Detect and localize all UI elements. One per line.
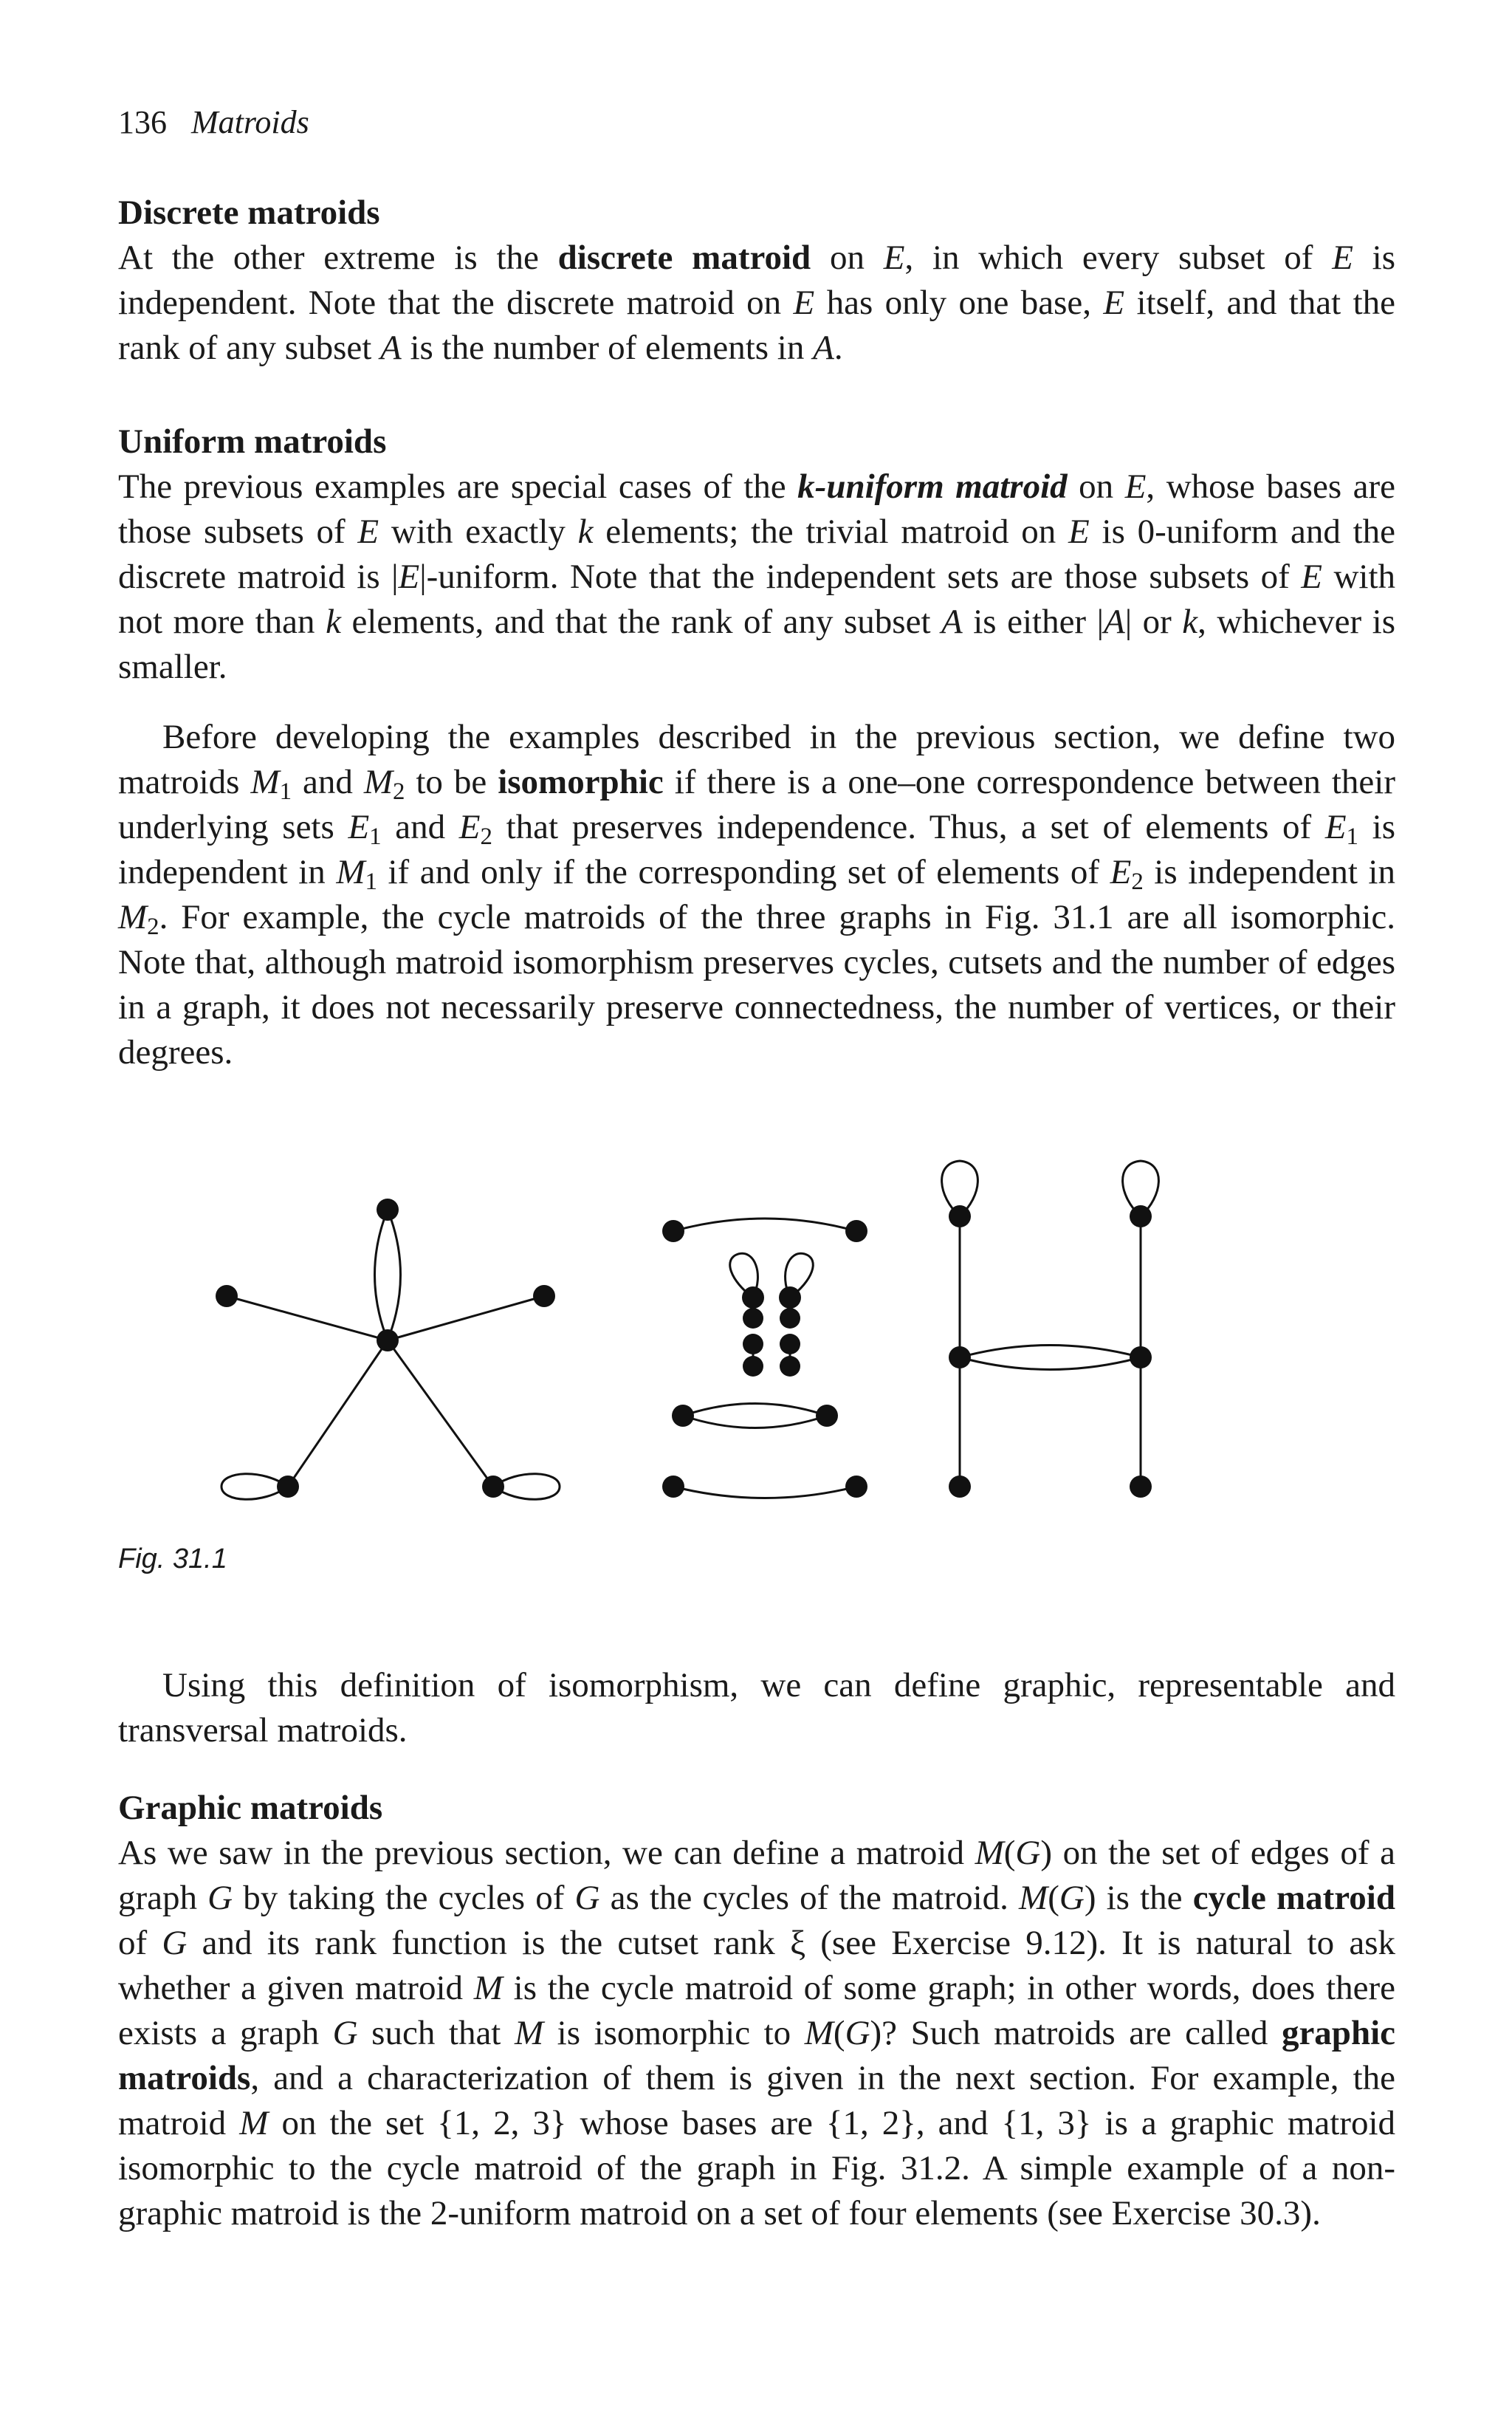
graph-star-vertices: [216, 1199, 555, 1498]
vertex: [743, 1356, 763, 1377]
vertex: [277, 1476, 299, 1498]
edge: [673, 1487, 856, 1498]
paragraph-uniform: The previous examples are special cases of the k-uniform matroid on E, whose bases are those subsets of E with exactly k elements; the trivial matroid on E is 0-uniform and the discrete matroid is |E|-uniform. Note that the independent sets are those subsets of E with not more than k elements, and that the rank of any subset A is either |A| or k, whichever is smaller.: [118, 467, 1396, 686]
heading-uniform-matroids: Uniform matroids: [118, 422, 387, 461]
multi-edge: [388, 1210, 401, 1340]
multi-edge: [683, 1404, 827, 1416]
vertex: [780, 1356, 800, 1377]
vertex: [482, 1476, 504, 1498]
vertex: [533, 1285, 555, 1307]
vertex: [845, 1476, 867, 1498]
graph-h: [942, 1161, 1159, 1487]
vertex: [780, 1308, 800, 1329]
vertex: [377, 1329, 399, 1351]
graph-star: [221, 1210, 560, 1499]
edge: [288, 1340, 388, 1487]
vertex: [672, 1405, 694, 1427]
edge: [673, 1219, 856, 1231]
running-title: Matroids: [191, 104, 309, 140]
edge: [388, 1296, 544, 1340]
vertex: [662, 1220, 684, 1242]
graph-components-vertices: [662, 1220, 867, 1498]
edge: [227, 1296, 388, 1340]
graph-h-vertices: [949, 1205, 1152, 1498]
multi-edge: [683, 1416, 827, 1428]
page-number: 136: [118, 104, 167, 140]
paragraph-using: Using this definition of isomorphism, we can define graphic, representable and transversal matroids.: [118, 1666, 1395, 1749]
paragraph-graphic: As we saw in the previous section, we can define a matroid M(G) on the set of edges of a graph G by taking the cycles of G as the cycles of the matroid. M(G) is the cycle matroid of G and its rank function is the cutset rank ξ (see Exercise 9.12). It is natural to ask whether a given matroid M is the cycle matroid of some graph; in other words, does there exists a graph G such that M is isomorphic to M(G)? Such matroids are called graphic matroids, and a characterization of them is given in the next section. For example, the matroid M on the set {1, 2, 3} whose bases are {1, 2}, and {1, 3} is a graphic matroid isomorphic to the cycle matroid of the graph in Fig. 31.2. A simple example of a non-graphic matroid is the 2-uniform matroid on a set of four elements (see Exercise 30.3).: [118, 1834, 1395, 2232]
graph-components: [673, 1219, 856, 1498]
vertex: [743, 1334, 763, 1354]
vertex: [949, 1205, 971, 1227]
section-graphic: [118, 1786, 1395, 2236]
multi-edge: [960, 1357, 1141, 1370]
vertex: [780, 1334, 800, 1354]
multi-edge: [960, 1346, 1141, 1358]
vertex: [779, 1286, 801, 1309]
figure-caption: Fig. 31.1: [118, 1543, 227, 1574]
section-discrete: [118, 191, 1395, 371]
vertex: [1130, 1476, 1152, 1498]
vertex: [845, 1220, 867, 1242]
vertex: [742, 1286, 764, 1309]
running-header: [118, 103, 309, 141]
vertex: [216, 1285, 238, 1307]
figure-31-1: [118, 1123, 1395, 1536]
heading-discrete-matroids: Discrete matroids: [118, 193, 380, 232]
vertex: [662, 1476, 684, 1498]
edge: [388, 1340, 493, 1487]
vertex: [743, 1308, 763, 1329]
vertex: [816, 1405, 838, 1427]
heading-graphic-matroids: Graphic matroids: [118, 1789, 383, 1827]
paragraph-isomorphism: Before developing the examples described in the previous section, we define two matroids $M_1$ and $M_2$ to be isomorphic if there is a one–one correspondence between their underlying sets $E_1$ and $E_2$ that preserves independence. Thus, a set of elements of $E_1$ is independent in $M_1$ if and only if the corresponding set of elements of $E_2$ is independent in $M_2$. For example, the cycle matroids of the three graphs in Fig. 31.1 are all isomorphic. Note that, although matroid isomorphism preserves cycles, cutsets and the number of edges in a graph, it does not necessarily preserve connectedness, the number of vertices, or their degrees.: [118, 718, 1396, 1072]
section-uniform: [118, 419, 1395, 690]
vertex: [377, 1199, 399, 1221]
vertex: [949, 1346, 971, 1368]
paragraph-discrete: At the other extreme is the discrete matroid on E, in which every subset of E is independent. Note that the discrete matroid on E has only one base, E itself, and that the rank of any subset A is the number of elements in A.: [118, 239, 1396, 367]
vertex: [949, 1476, 971, 1498]
multi-edge: [375, 1210, 388, 1340]
vertex: [1130, 1205, 1152, 1227]
vertex: [1130, 1346, 1152, 1368]
